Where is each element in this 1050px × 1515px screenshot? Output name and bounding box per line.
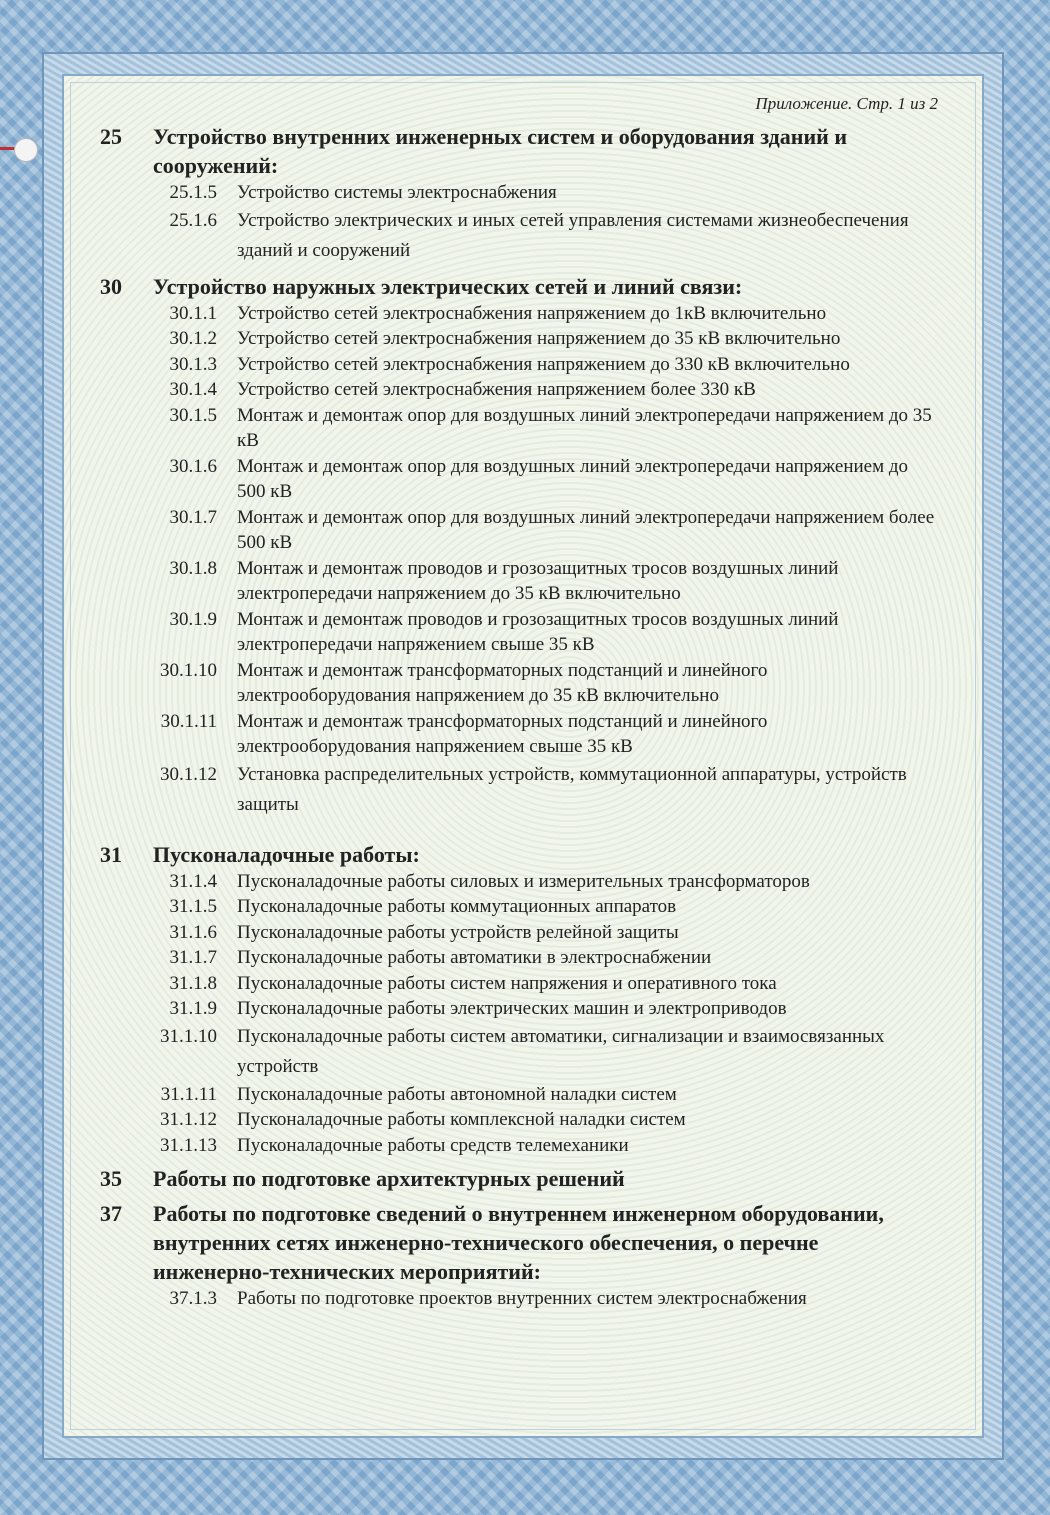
item-text: Монтаж и демонтаж опор для воздушных линий электропередачи напряжением до 35 кВ <box>237 404 932 451</box>
item-text: Пусконаладочные работы силовых и измерительных трансформаторов <box>237 870 810 892</box>
item-code: 30.1.1 <box>169 302 217 324</box>
document-content <box>98 94 940 1318</box>
section-number: 30 <box>100 273 122 299</box>
section-heading <box>98 1199 940 1286</box>
item-code: 30.1.4 <box>169 379 217 400</box>
list-item <box>98 996 940 1022</box>
item-text: Пусконаладочные работы систем автоматики, сигнализации и взаимосвязанных устройств <box>237 1025 885 1077</box>
list-item <box>98 403 940 454</box>
item-text: Пусконаладочные работы устройств релейной защиты <box>237 921 679 943</box>
item-text: Устройство сетей электроснабжения напряжением до 35 кВ включительно <box>237 328 841 349</box>
section-title: Работы по подготовке сведений о внутреннем инженерном оборудовании, внутренних сетях инженерно-технического обеспечения, о перечне инженерно-технических мероприятий: <box>153 1201 884 1284</box>
item-text: Пусконаладочные работы систем напряжения и оперативного тока <box>237 972 777 994</box>
section-heading <box>98 272 940 301</box>
list-item <box>98 869 940 895</box>
item-text: Монтаж и демонтаж трансформаторных подстанций и линейного электрооборудования напряжением свыше 35 кВ <box>237 710 768 757</box>
item-text: Устройство сетей электроснабжения напряжением более 330 кВ <box>237 379 756 400</box>
list-item <box>98 206 940 266</box>
item-code: 31.1.5 <box>169 896 217 917</box>
item-text: Монтаж и демонтаж опор для воздушных линий электропередачи напряжением до 500 кВ <box>237 455 909 502</box>
list-item <box>98 894 940 920</box>
item-code: 30.1.10 <box>160 659 217 681</box>
item-code: 31.1.4 <box>169 870 217 892</box>
item-text: Работы по подготовке проектов внутренних систем электроснабжения <box>237 1288 807 1309</box>
item-text: Монтаж и демонтаж проводов и грозозащитных тросов воздушных линий электропередачи напряжением свыше 35 кВ <box>237 608 839 655</box>
list-item <box>98 658 940 709</box>
section-37 <box>98 1199 940 1312</box>
item-text: Устройство сетей электроснабжения напряжением до 330 кВ включительно <box>237 353 850 375</box>
list-item <box>98 1286 940 1312</box>
page-note: Приложение. Стр. 1 из 2 <box>755 94 938 113</box>
item-code: 31.1.11 <box>160 1083 217 1105</box>
binding-hole <box>14 138 38 162</box>
section-heading <box>98 122 940 180</box>
section-25 <box>98 122 940 266</box>
item-code: 30.1.11 <box>160 710 217 732</box>
list-item <box>98 945 940 971</box>
item-code: 25.1.5 <box>169 182 217 203</box>
item-text: Устройство электрических и иных сетей управления системами жизнеобеспечения зданий и сооружений <box>237 209 909 261</box>
item-code: 37.1.3 <box>169 1288 217 1309</box>
list-item <box>98 377 940 403</box>
item-text: Пусконаладочные работы автономной наладки систем <box>237 1083 677 1105</box>
list-item <box>98 1107 940 1133</box>
list-item <box>98 760 940 820</box>
list-item <box>98 301 940 327</box>
list-item <box>98 709 940 760</box>
list-item <box>98 326 940 352</box>
item-code: 30.1.3 <box>169 353 217 375</box>
item-code: 31.1.6 <box>169 921 217 943</box>
item-code: 30.1.12 <box>160 763 217 785</box>
item-code: 30.1.2 <box>169 328 217 349</box>
section-number: 31 <box>100 841 122 867</box>
item-code: 30.1.8 <box>169 557 217 579</box>
item-code: 31.1.8 <box>169 972 217 994</box>
section-heading <box>98 840 940 869</box>
section-35 <box>98 1164 940 1193</box>
section-title: Устройство наружных электрических сетей и линий связи: <box>153 273 743 299</box>
list-item <box>98 1082 940 1108</box>
section-31 <box>98 840 940 1159</box>
item-code: 30.1.9 <box>169 608 217 630</box>
item-text: Пусконаладочные работы коммутационных аппаратов <box>237 896 677 917</box>
item-code: 30.1.5 <box>169 404 217 426</box>
item-code: 31.1.10 <box>160 1025 217 1047</box>
item-text: Пусконаладочные работы электрических машин и электроприводов <box>237 998 787 1019</box>
section-heading <box>98 1164 940 1193</box>
section-number: 37 <box>100 1201 122 1226</box>
list-item <box>98 556 940 607</box>
list-item <box>98 505 940 556</box>
item-code: 31.1.13 <box>160 1134 217 1156</box>
section-number: 35 <box>100 1166 122 1191</box>
section-title: Пусконаладочные работы: <box>153 841 420 867</box>
item-text: Монтаж и демонтаж опор для воздушных линий электропередачи напряжением более 500 кВ <box>237 506 935 553</box>
item-text: Монтаж и демонтаж проводов и грозозащитных тросов воздушных линий электропередачи напряжением до 35 кВ включительно <box>237 557 839 604</box>
item-code: 31.1.7 <box>169 947 217 968</box>
item-code: 31.1.12 <box>160 1109 217 1130</box>
list-item <box>98 971 940 997</box>
section-title: Устройство внутренних инженерных систем и оборудования зданий и сооружений: <box>153 124 847 178</box>
list-item <box>98 1022 940 1082</box>
item-code: 30.1.6 <box>169 455 217 477</box>
section-number: 25 <box>100 124 122 149</box>
list-item <box>98 607 940 658</box>
section-30 <box>98 272 940 820</box>
section-title: Работы по подготовке архитектурных решений <box>153 1166 625 1191</box>
list-item <box>98 920 940 946</box>
list-item <box>98 454 940 505</box>
item-text: Пусконаладочные работы средств телемеханики <box>237 1134 629 1156</box>
item-code: 30.1.7 <box>169 506 217 528</box>
list-item <box>98 1133 940 1159</box>
item-text: Монтаж и демонтаж трансформаторных подстанций и линейного электрооборудования напряжением до 35 кВ включительно <box>237 659 768 706</box>
item-code: 31.1.9 <box>169 998 217 1019</box>
item-text: Установка распределительных устройств, коммутационной аппаратуры, устройств защиты <box>237 763 907 815</box>
list-item <box>98 180 940 206</box>
item-code: 25.1.6 <box>169 209 217 231</box>
item-text: Устройство сетей электроснабжения напряжением до 1кВ включительно <box>237 302 827 324</box>
item-text: Устройство системы электроснабжения <box>237 182 557 203</box>
item-text: Пусконаладочные работы автоматики в электроснабжении <box>237 947 712 968</box>
item-text: Пусконаладочные работы комплексной наладки систем <box>237 1109 686 1130</box>
list-item <box>98 352 940 378</box>
